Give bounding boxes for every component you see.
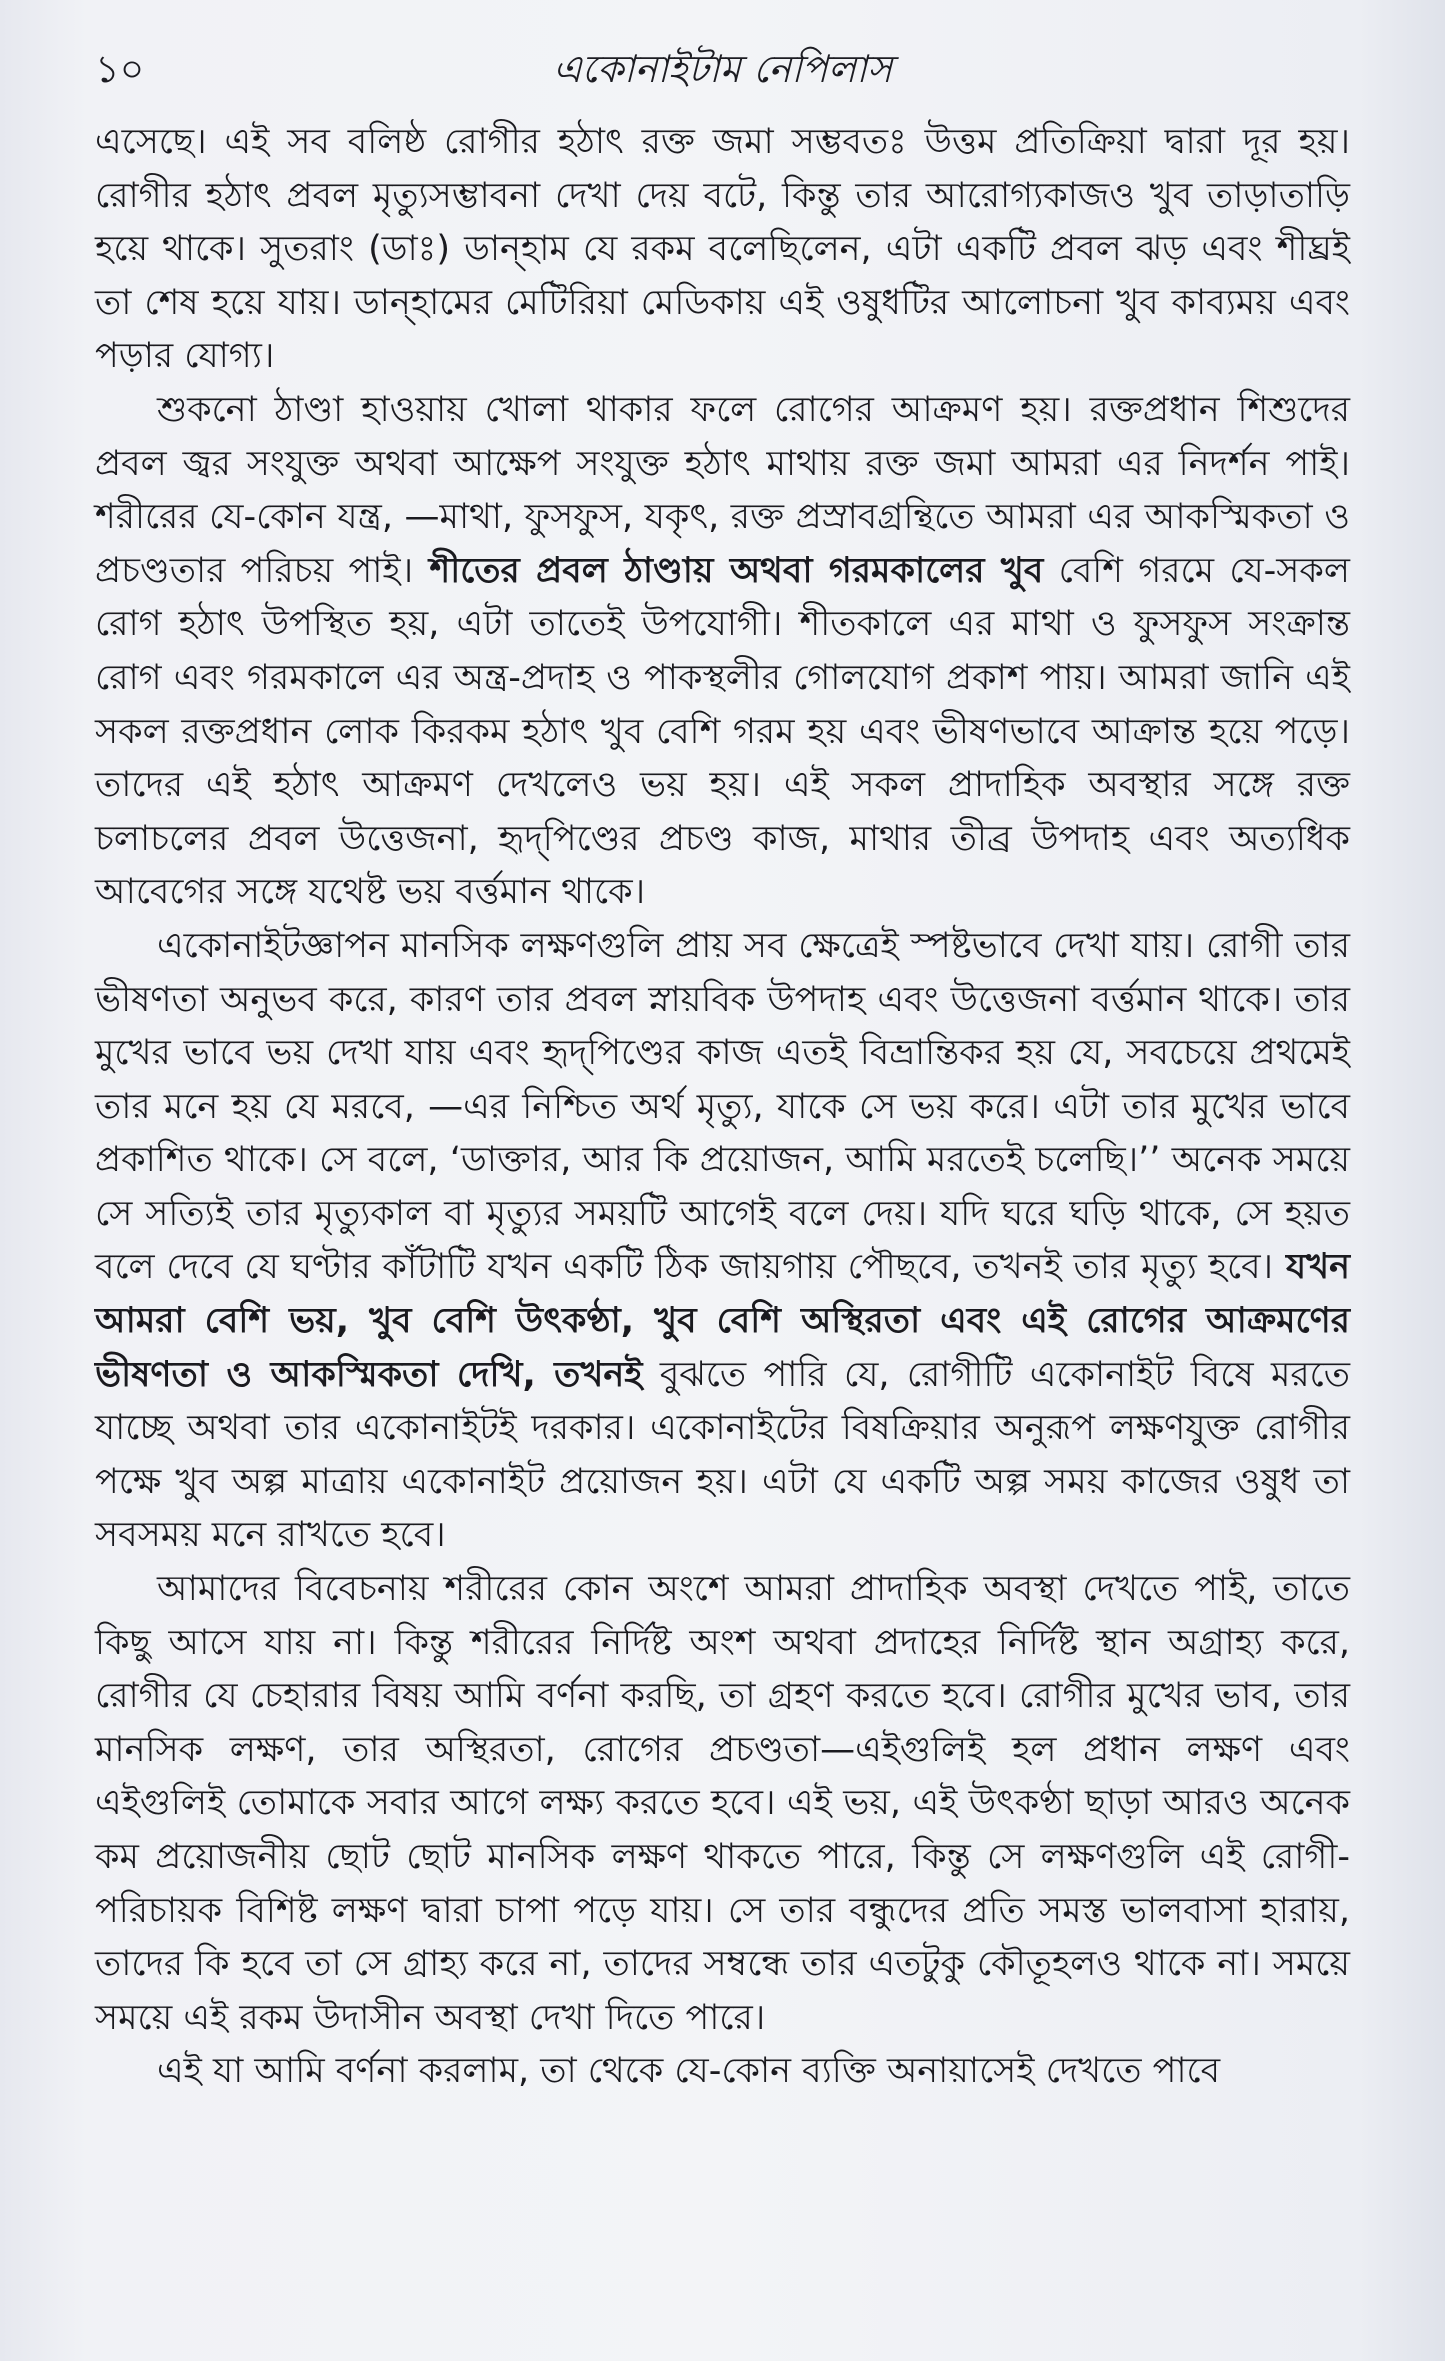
page-body	[95, 116, 1350, 2099]
paragraph-text: শুকনো ঠাণ্ডা হাওয়ায় খোলা থাকার ফলে রোগের আক্রমণ হয়। রক্তপ্রধান শিশুদের প্রবল জ্বর সংযুক্ত অথবা আক্ষেপ সংযুক্ত হঠাৎ মাথায় রক্ত জমা আমরা এর নিদর্শন পাই। শরীরের যে-কোন যন্ত্র, —মাথা, ফুসফুস, যকৃৎ, রক্ত প্রস্রাবগ্রন্থিতে আমরা এর আকস্মিকতা ও প্রচণ্ডতার পরিচয় পাই।	[95, 389, 1350, 591]
paragraph-5	[95, 2045, 1350, 2099]
paragraph-2	[95, 384, 1350, 920]
emphasized-text: শীতের প্রবল ঠাণ্ডায় অথবা গরমকালের খুব	[413, 550, 1044, 591]
page-header	[95, 44, 1350, 94]
paragraph-4	[95, 1563, 1350, 2045]
paragraph-3	[95, 920, 1350, 1563]
emphasized-text: যখন আমরা বেশি ভয়, খুব বেশি উৎকণ্ঠা, খুব বেশি অস্থিরতা এবং এই রোগের আক্রমণের ভীষণতা ও আকস্মিকতা দেখি, তখনই	[95, 1247, 1350, 1395]
paragraph-1	[95, 116, 1350, 384]
paragraph-text: একোনাইটজ্ঞাপন মানসিক লক্ষণগুলি প্রায় সব ক্ষেত্রেই স্পষ্টভাবে দেখা যায়। রোগী তার ভীষণতা অনুভব করে, কারণ তার প্রবল স্নায়বিক উপদাহ এবং উত্তেজনা বর্ত্তমান থাকে। তার মুখের ভাবে ভয় দেখা যায় এবং হৃদ্‌পিণ্ডের কাজ এতই বিভ্রান্তিকর হয় যে, সবচেয়ে প্রথমেই তার মনে হয় যে মরবে, —এর নিশ্চিত অর্থ মৃত্যু, যাকে সে ভয় করে। এটা তার মুখের ভাবে প্রকাশিত থাকে। সে বলে, ‘ডাক্তার, আর কি প্রয়োজন, আমি মরতেই চলেছি।’’ অনেক সময়ে সে সত্যিই তার মৃত্যুকাল বা মৃত্যুর সময়টি আগেই বলে দেয়। যদি ঘরে ঘড়ি থাকে, সে হয়ত বলে দেবে যে ঘণ্টার কাঁটাটি যখন একটি ঠিক জায়গায় পৌছবে, তখনই তার মৃত্যু হবে।	[95, 925, 1350, 1288]
running-title: একোনাইটাম নেপিলাস	[552, 47, 893, 91]
page-number: ১০	[95, 47, 145, 91]
paragraph-text: আমাদের বিবেচনায় শরীরের কোন অংশে আমরা প্রাদাহিক অবস্থা দেখতে পাই, তাতে কিছু আসে যায় না। কিন্তু শরীরের নির্দিষ্ট অংশ অথবা প্রদাহের নির্দিষ্ট স্থান অগ্রাহ্য করে, রোগীর যে চেহারার বিষয় আমি বর্ণনা করছি, তা গ্রহণ করতে হবে। রোগীর মুখের ভাব, তার মানসিক লক্ষণ, তার অস্থিরতা, রোগের প্রচণ্ডতা—এইগুলিই হল প্রধান লক্ষণ এবং এইগুলিই তোমাকে সবার আগে লক্ষ্য করতে হবে। এই ভয়, এই উৎকণ্ঠা ছাড়া আরও অনেক কম প্রয়োজনীয় ছোট ছোট মানসিক লক্ষণ থাকতে পারে, কিন্তু সে লক্ষণগুলি এই রোগী-পরিচায়ক বিশিষ্ট লক্ষণ দ্বারা চাপা পড়ে যায়। সে তার বন্ধুদের প্রতি সমস্ত ভালবাসা হারায়, তাদের কি হবে তা সে গ্রাহ্য করে না, তাদের সম্বন্ধে তার এতটুকু কৌতূহলও থাকে না। সময়ে সময়ে এই রকম উদাসীন অবস্থা দেখা দিতে পারে।	[95, 1569, 1350, 2038]
paragraph-text: বেশি গরমে যে-সকল রোগ হঠাৎ উপস্থিত হয়, এটা তাতেই উপযোগী। শীতকালে এর মাথা ও ফুসফুস সংক্রান্ত রোগ এবং গরমকালে এর অন্ত্র-প্রদাহ ও পাকস্থলীর গোলযোগ প্রকাশ পায়। আমরা জানি এই সকল রক্তপ্রধান লোক কিরকম হঠাৎ খুব বেশি গরম হয় এবং ভীষণভাবে আক্রান্ত হয়ে পড়ে। তাদের এই হঠাৎ আক্রমণ দেখলেও ভয় হয়। এই সকল প্রাদাহিক অবস্থার সঙ্গে রক্ত চলাচলের প্রবল উত্তেজনা, হৃদ্‌পিণ্ডের প্রচণ্ড কাজ, মাথার তীব্র উপদাহ এবং অত্যধিক আবেগের সঙ্গে যথেষ্ট ভয় বর্ত্তমান থাকে।	[95, 550, 1350, 913]
paragraph-text: এসেছে। এই সব বলিষ্ঠ রোগীর হঠাৎ রক্ত জমা সম্ভবতঃ উত্তম প্রতিক্রিয়া দ্বারা দূর হয়। রোগীর হঠাৎ প্রবল মৃত্যুসম্ভাবনা দেখা দেয় বটে, কিন্তু তার আরোগ্যকাজও খুব তাড়াতাড়ি হয়ে থাকে। সুতরাং (ডাঃ) ডান্‌হাম যে রকম বলেছিলেন, এটা একটি প্রবল ঝড় এবং শীঘ্রই তা শেষ হয়ে যায়। ডান্‌হামের মেটিরিয়া মেডিকায় এই ওষুধটির আলোচনা খুব কাব্যময় এবং পড়ার যোগ্য।	[95, 122, 1350, 377]
paragraph-text: এই যা আমি বর্ণনা করলাম, তা থেকে যে-কোন ব্যক্তি অনায়াসেই দেখতে পাবে	[157, 2051, 1221, 2092]
paragraph-text: বুঝতে পারি যে, রোগীটি একোনাইট বিষে মরতে যাচ্ছে অথবা তার একোনাইটই দরকার। একোনাইটের বিষক্রিয়ার অনুরূপ লক্ষণযুক্ত রোগীর পক্ষে খুব অল্প মাত্রায় একোনাইট প্রয়োজন হয়। এটা যে একটি অল্প সময় কাজের ওষুধ তা সবসময় মনে রাখতে হবে।	[95, 1354, 1350, 1556]
